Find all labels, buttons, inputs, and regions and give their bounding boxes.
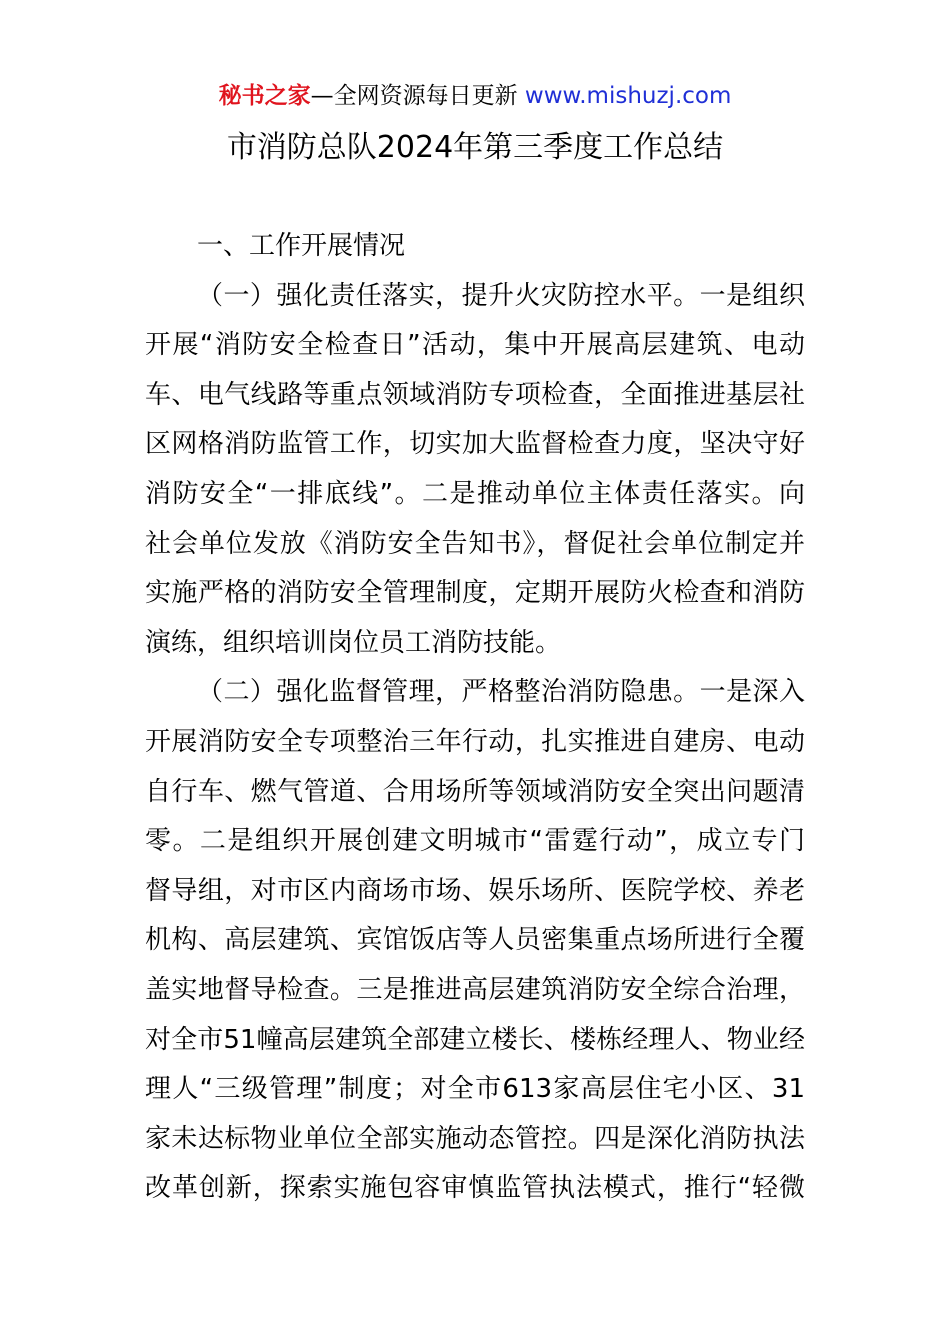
paragraph-line: 演练，组织培训岗位员工消防技能。 [145, 627, 562, 658]
paragraph-line: 开展消防安全专项整治三年行动，扎实推进自建房、电动 [145, 726, 805, 757]
paragraph-line: 开展“消防安全检查日”活动，集中开展高层建筑、电动 [145, 330, 805, 361]
paragraph-line: 理人“三级管理”制度；对全市613家高层住宅小区、31 [145, 1074, 805, 1105]
paragraph-line: 家未达标物业单位全部实施动态管控。四是深化消防执法 [145, 1123, 805, 1154]
paragraph-line: 消防安全“一排底线”。二是推动单位主体责任落实。向 [145, 478, 805, 509]
site-url-link[interactable]: www.mishuzj.com [524, 83, 732, 109]
paragraph-2 [145, 668, 805, 1214]
paragraph-line: 实施严格的消防安全管理制度，定期开展防火检查和消防 [145, 578, 805, 609]
header-tagline: —全网资源每日更新 [310, 83, 518, 109]
brand-name: 秘书之家 [218, 83, 311, 109]
paragraph-line: 盖实地督导检查。三是推进高层建筑消防安全综合治理， [145, 974, 805, 1005]
paragraph-line: （一）强化责任落实，提升火灾防控水平。一是组织 [197, 280, 805, 311]
paragraph-line: 车、电气线路等重点领域消防专项检查，全面推进基层社 [145, 379, 805, 410]
header-banner [0, 80, 950, 112]
paragraph-line: 零。二是组织开展创建文明城市“雷霆行动”，成立专门 [145, 826, 805, 857]
paragraph-line: 机构、高层建筑、宾馆饭店等人员密集重点场所进行全覆 [145, 925, 805, 956]
document-body [145, 222, 805, 1214]
paragraph-1 [145, 272, 805, 669]
paragraph-line: 对全市51幢高层建筑全部建立楼长、楼栋经理人、物业经 [145, 1024, 805, 1055]
paragraph-line: 督导组，对市区内商场市场、娱乐场所、医院学校、养老 [145, 875, 805, 906]
paragraph-line: （二）强化监督管理，严格整治消防隐患。一是深入 [197, 677, 805, 708]
document-title: 市消防总队2024年第三季度工作总结 [226, 130, 724, 165]
paragraph-line: 自行车、燃气管道、合用场所等领域消防安全突出问题清 [145, 776, 805, 807]
paragraph-line: 改革创新，探索实施包容审慎监管执法模式，推行“轻微 [145, 1173, 805, 1204]
section-heading: 一、工作开展情况 [197, 231, 406, 261]
paragraph-line: 区网格消防监管工作，切实加大监督检查力度，坚决守好 [145, 429, 805, 460]
paragraph-line: 社会单位发放《消防安全告知书》，督促社会单位制定并 [145, 528, 805, 559]
